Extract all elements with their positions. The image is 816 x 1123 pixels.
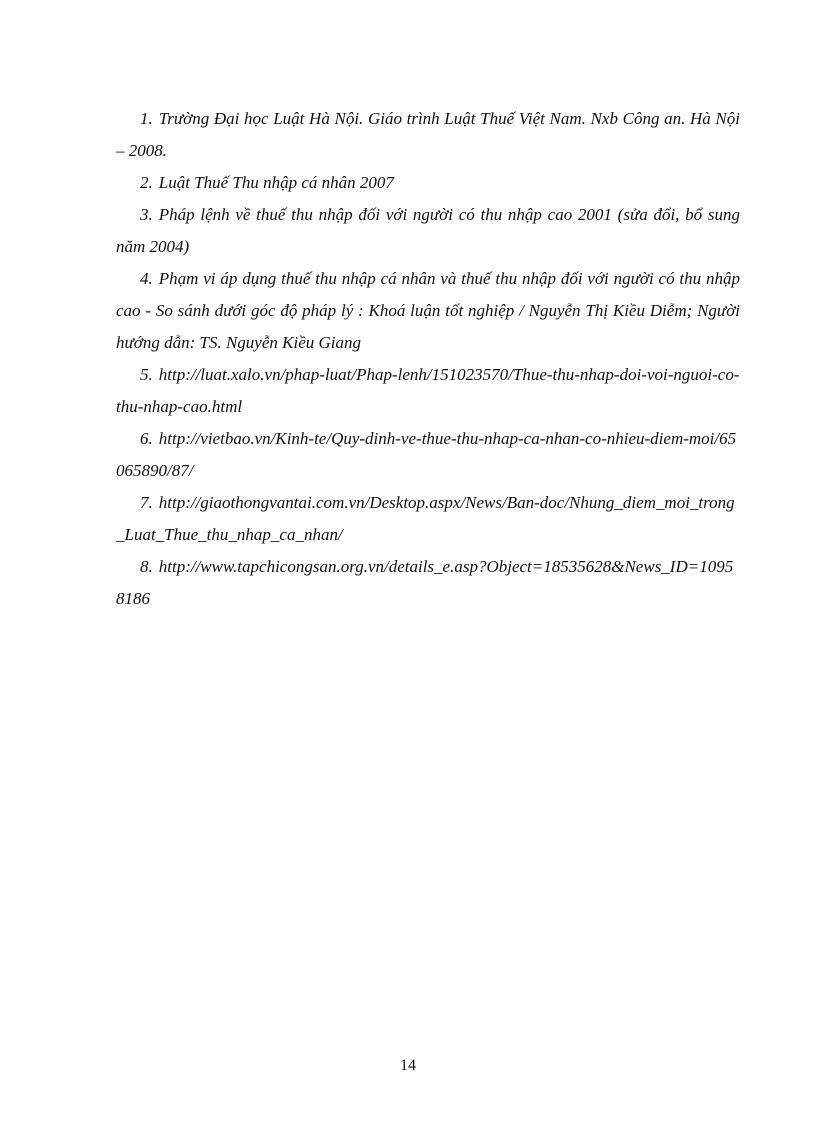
page-number: 14 [400,1057,416,1074]
reference-url: http://www.tapchicongsan.org.vn/details_e.asp?Object=18535628&News_ID=10958186 [116,557,734,608]
reference-item [116,551,740,615]
reference-list [116,103,740,615]
reference-item [116,359,740,423]
reference-number: 3. [140,205,153,224]
reference-number: 7. [140,493,153,512]
reference-text: Phạm vi áp dụng thuế thu nhập cá nhân và thuế thu nhập đối với người có thu nhập cao - So sánh dưới góc độ pháp lý : Khoá luận tốt nghiệp / Nguyễn Thị Kiều Diễm; Người hướng dẫn: TS. Nguyễn Kiều Giang [116,269,740,352]
reference-url: http://giaothongvantai.com.vn/Desktop.aspx/News/Ban-doc/Nhung_diem_moi_trong_Luat_Thue_thu_nhap_ca_nhan/ [116,493,735,544]
reference-item [116,487,740,551]
reference-number: 5. [140,365,153,384]
reference-item [116,263,740,359]
reference-item [116,199,740,263]
reference-number: 1. [140,109,153,128]
reference-number: 6. [140,429,153,448]
reference-number: 4. [140,269,153,288]
reference-text: Pháp lệnh về thuế thu nhập đối với người có thu nhập cao 2001 (sửa đổi, bổ sung năm 2004) [116,205,740,256]
reference-url: http://vietbao.vn/Kinh-te/Quy-dinh-ve-thue-thu-nhap-ca-nhan-co-nhieu-diem-moi/65065890/87/ [116,429,737,480]
reference-text: Luật Thuế Thu nhập cá nhân 2007 [158,173,394,192]
reference-item [116,423,740,487]
reference-number: 2. [140,173,153,192]
reference-number: 8. [140,557,153,576]
reference-item [116,103,740,167]
reference-url: http://luat.xalo.vn/phap-luat/Phap-lenh/151023570/Thue-thu-nhap-doi-voi-nguoi-co-thu-nhap-cao.html [116,365,740,416]
reference-text: Trường Đại học Luật Hà Nội. Giáo trình Luật Thuế Việt Nam. Nxb Công an. Hà Nội – 2008. [116,109,740,160]
reference-item [116,167,740,199]
